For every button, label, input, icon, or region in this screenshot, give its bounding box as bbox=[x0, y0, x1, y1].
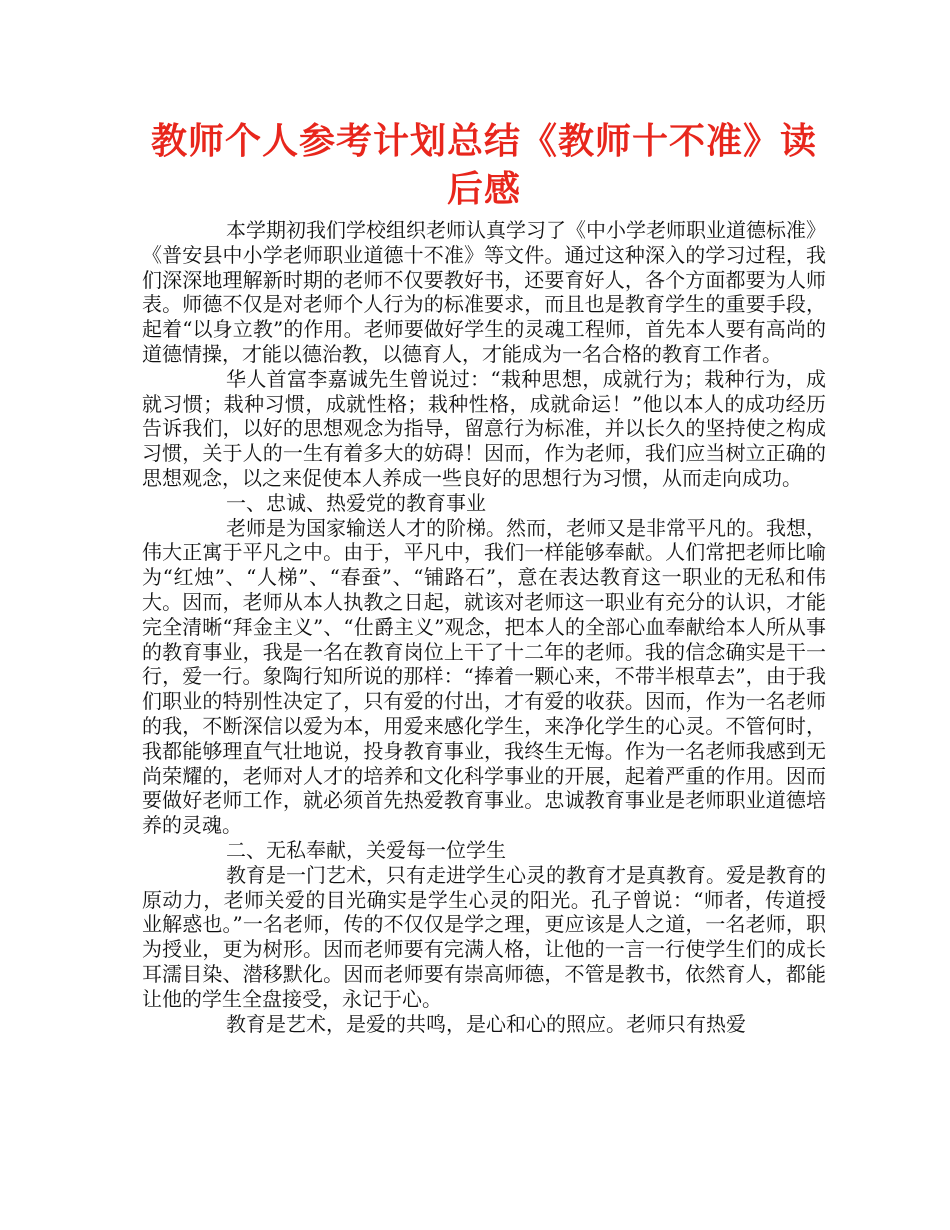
document-title: 教师个人参考计划总结《教师十不准》读后感 bbox=[150, 121, 817, 210]
paragraph-quote: 华人首富李嘉诚先生曾说过：“栽种思想，成就行为；栽种行为，成就习惯；栽种习惯，成就性格；栽种性格，成就命运！”他以本人的成功经历告诉我们，以好的思想观念为指导，留意行为标准，并以长久的坚持使之构成习惯，关于人的一生有着多大的妨碍！因而，作为老师，我们应当树立正确的思想观念，以之来促使本人养成一些良好的思想行为习惯，从而走向成功。 bbox=[142, 366, 826, 490]
document-body bbox=[142, 218, 826, 1036]
section-heading-loyalty: 一、忠诚、热爱党的教育事业 bbox=[226, 490, 486, 515]
paragraph-art: 教育是艺术，是爱的共鸣，是心和心的照应。老师只有热爱 bbox=[226, 1011, 746, 1036]
section-heading-dedication: 二、无私奉献，关爱每一位学生 bbox=[226, 837, 506, 862]
paragraph-dedication: 教育是一门艺术，只有走进学生心灵的教育才是真教育。爱是教育的原动力，老师关爱的目光确实是学生心灵的阳光。孔子曾说：“师者，传道授业解惑也。”一名老师，传的不仅仅是学之理，更应该是人之道，一名老师，职为授业，更为树形。因而老师要有完满人格，让他的一言一行使学生们的成长耳濡目染、潜移默化。因而老师要有崇高师德，不管是教书，依然育人，都能让他的学生全盘接受，永记于心。 bbox=[142, 862, 826, 1011]
paragraph-loyalty: 老师是为国家输送人才的阶梯。然而，老师又是非常平凡的。我想，伟大正寓于平凡之中。由于，平凡中，我们一样能够奉献。人们常把老师比喻为“红烛”、“人梯”、“春蚕”、“铺路石”，意在表达教育这一职业的无私和伟大。因而，老师从本人执教之日起，就该对老师这一职业有充分的认识，才能完全清晰“拜金主义”、“仕爵主义”观念，把本人的全部心血奉献给本人所从事的教育事业，我是一名在教育岗位上干了十二年的老师。我的信念确实是干一行，爱一行。象陶行知所说的那样：“捧着一颗心来，不带半根草去”，由于我们职业的特别性决定了，只有爱的付出，才有爱的收获。因而，作为一名老师的我，不断深信以爱为本，用爱来感化学生，来净化学生的心灵。不管何时，我都能够理直气壮地说，投身教育事业，我终生无悔。作为一名老师我感到无尚荣耀的，老师对人才的培养和文化科学事业的开展，起着严重的作用。因而要做好老师工作，就必须首先热爱教育事业。忠诚教育事业是老师职业道德培养的灵魂。 bbox=[142, 515, 826, 838]
paragraph-intro: 本学期初我们学校组织老师认真学习了《中小学老师职业道德标准》《普安县中小学老师职业道德十不准》等文件。通过这种深入的学习过程，我们深深地理解新时期的老师不仅要教好书，还要育好人，各个方面都要为人师表。师德不仅是对老师个人行为的标准要求，而且也是教育学生的重要手段，起着“以身立教”的作用。老师要做好学生的灵魂工程师，首先本人要有高尚的道德情操，才能以德治教，以德育人，才能成为一名合格的教育工作者。 bbox=[142, 218, 826, 366]
document-page bbox=[142, 118, 826, 1036]
